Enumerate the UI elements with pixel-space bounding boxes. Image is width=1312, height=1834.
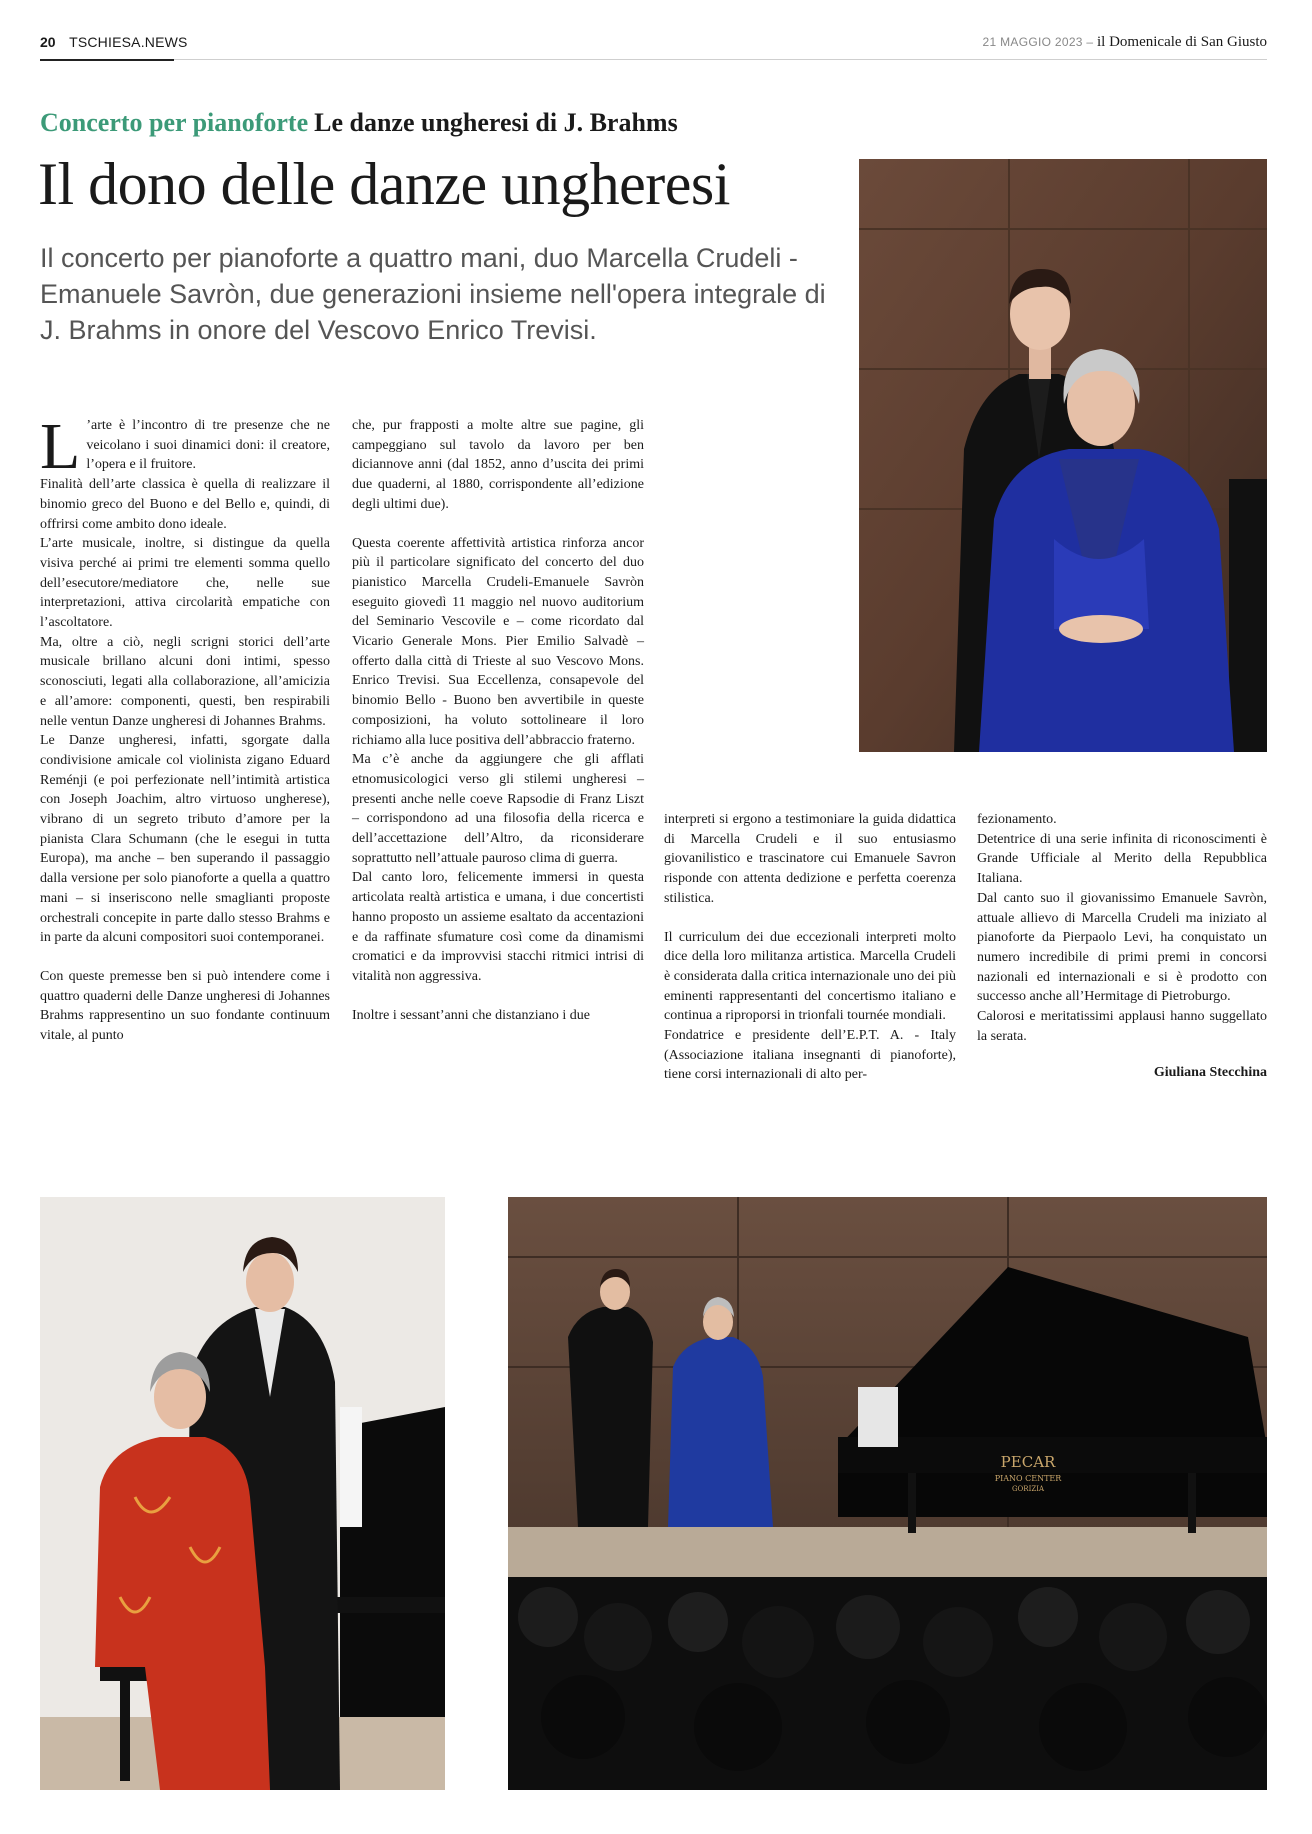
kicker-topic: Le danze ungheresi di J. Brahms	[314, 108, 678, 137]
article-byline: Giuliana Stecchina	[1153, 1065, 1267, 1081]
body-paragraph: Le Danze ungheresi, infatti, sgorgate dalla condivisione amicale col violinista zigano Eduard Reménji (e poi perfezionate nell’intimità artistica con Joseph Joachim, altro virtuoso ungherese), vibrano di un segreto tributo d’amore per la pianista Clara Schumann (che le esegui in tutta Europa), ma anche – ben superando il passaggio dalla versione per solo pianoforte a quella a quattro mani – si inseriscono nelle smaglianti proposte orchestrali concepite in parte dallo stesso Brahms e in parte da alcuni compositori suoi contemporanei.	[40, 733, 330, 946]
body-paragraph: interpreti si ergono a testimoniare la guida didattica di Marcella Crudeli e il suo entusiasmo giovanilistico e trascinatore cui Emanuele Savron risponde con attenta dedizione e perfetta coerenza stilistica.	[664, 812, 956, 906]
header-rule	[40, 59, 1267, 60]
kicker	[40, 108, 678, 138]
body-paragraph: Il curriculum dei due eccezionali interpreti molto dice della loro militanza artistica. Marcella Crudeli è considerata dalla critica internazionale uno dei più eminenti rappresentanti del concertismo italiano e continua a riproporsi in trionfali tournée mondiali.	[664, 929, 956, 1024]
body-column-1	[40, 410, 330, 1046]
site-name[interactable]: TSCHIESA.NEWS	[69, 34, 188, 50]
body-paragraph: che, pur frapposti a molte altre sue pagine, gli campeggiano sul tavolo da lavoro per ben diciannove anni (dal 1852, anno d’uscita dei primi due quaderni, al 1880, corrispondente all’edizione degli ultimi due).	[352, 418, 644, 512]
body-paragraph: Detentrice di una serie infinita di riconoscimenti è Grande Ufficiale al Merito della Repubblica Italiana.	[977, 831, 1267, 887]
kicker-category: Concerto per pianoforte	[40, 108, 309, 137]
drop-cap: L	[40, 410, 81, 483]
body-paragraph: Ma c’è anche da aggiungere che gli afflati etnomusicologici verso gli stilemi ungheresi – presenti anche nelle coeve Rapsodie di Franz Liszt – corrispondono ad una filosofia della ricerca e dell’accettazione dell’Altro, da riconsiderare soprattutto nell’attuale pauroso clima di guerra.	[352, 752, 644, 866]
piano-brand-line2: PIANO CENTER	[994, 1474, 1062, 1483]
photo-concert-stage	[508, 1197, 1267, 1790]
body-paragraph: L ’arte è l’incontro di tre presenze che ne veicolano i suoi dinamici doni: il creatore, l’opera e il fruitore.	[40, 410, 330, 483]
body-column-3	[664, 810, 956, 1085]
body-paragraph: Calorosi e meritatissimi applausi hanno suggellato la serata.	[977, 1009, 1267, 1044]
photo-studio-portrait	[40, 1197, 445, 1790]
body-paragraph: fezionamento.	[977, 812, 1057, 827]
page-header-left	[40, 34, 188, 54]
header-rule-accent	[40, 59, 174, 61]
body-paragraph: Dal canto suo il giovanissimo Emanuele Savròn, attuale allievo di Marcella Crudeli ma iniziato al pianoforte da Pierpaolo Levi, ha conquistato un numero incredibile di primi premi in concorsi nazionali ed internazionali e si è prodotto con successo anche all’Hermitage di Pietroburgo.	[977, 890, 1267, 1005]
header-separator: –	[1082, 35, 1098, 49]
issue-date: 21 MAGGIO 2023	[982, 35, 1083, 49]
article-title: Il dono delle danze ungheresi	[38, 151, 730, 217]
body-paragraph: Fondatrice e presidente dell’E.P.T. A. - Italy (Associazione italiana insegnanti di pianoforte), tiene corsi internazionali di alto per-	[664, 1028, 956, 1083]
photo-duo-portrait	[859, 159, 1267, 752]
body-paragraph: Dal canto loro, felicemente immersi in questa articolata realtà artistica e umana, i due concertisti hanno proposto un assieme esaltato da accentazioni e da raffinate sfumature così come da dinamismi cromatici e da improvvisi stacchi ritmici intrisi di vitalità non aggressiva.	[352, 870, 644, 984]
body-paragraph: L’arte musicale, inoltre, si distingue da quella visiva perché ai primi tre elementi somma quello dell’esecutore/mediatore che, nelle sue interpretazioni, attiva circolarità empatiche con l’ascoltatore.	[40, 536, 330, 631]
publication-name: il Domenicale di San Giusto	[1097, 34, 1267, 50]
page-header-right	[983, 34, 1267, 54]
body-column-2	[352, 416, 644, 1025]
body-paragraph: Con queste premesse ben si può intendere come i quattro quaderni delle Danze ungheresi di Johannes Brahms rappresentino un suo fondante continuum vitale, al punto	[40, 968, 330, 1044]
body-paragraph: Inoltre i sessant’anni che distanziano i due	[352, 1007, 590, 1023]
page-number: 20	[40, 34, 56, 50]
body-paragraph: Finalità dell’arte classica è quella di realizzare il binomio greco del Buono e del Bello e, quindi, di offrirsi come ambito dono ideale.	[40, 477, 330, 532]
article-standfirst: Il concerto per pianoforte a quattro mani, duo Marcella Crudeli - Emanuele Savròn, due generazioni insieme nell'opera integrale di J. Brahms in onore del Vescovo Enrico Trevisi.	[40, 243, 826, 345]
body-column-4	[977, 810, 1267, 1083]
piano-brand-line3: GORIZIA	[1011, 1485, 1045, 1493]
body-paragraph: Questa coerente affettività artistica rinforza ancor più il particolare significato del concerto del duo pianistico Marcella Crudeli-Emanuele Savròn eseguito giovedì 11 maggio nel nuovo auditorium del Seminario Vescovile e – come ricordato dal Vicario Generale Mons. Pier Emilio Salvadè – offerto dalla città di Trieste al suo Vescovo Mons. Enrico Trevisi. Sua Eccellenza, consapevole del binomio Bello - Buono ben avvertibile in queste composizioni, ha voluto sottolineare il loro richiamo alla luce positiva dell’abbraccio fraterno.	[352, 535, 644, 748]
piano-brand: PECAR	[1000, 1453, 1056, 1471]
body-paragraph: Ma, oltre a ciò, negli scrigni storici dell’arte musicale brillano alcuni doni intimi, spesso sconosciuti, legati alla collaborazione, all’amicizia e all’amore: componenti, questi, ben respirabili nelle ventun Danze ungheresi di Johannes Brahms.	[40, 634, 330, 729]
